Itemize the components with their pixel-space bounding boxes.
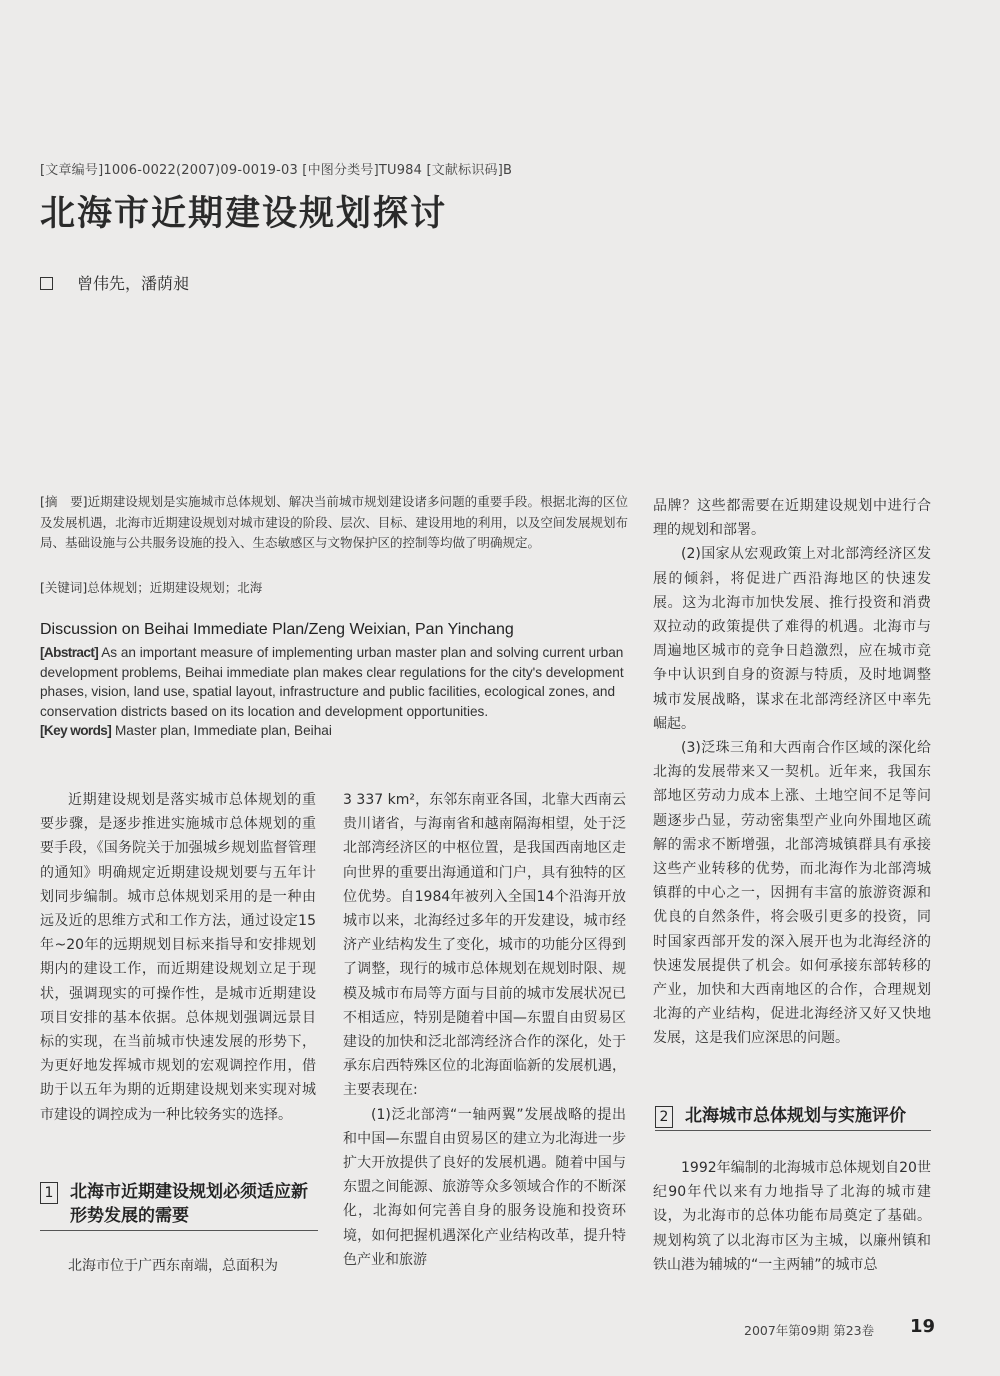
body-paragraph: 北海市位于广西东南端，总面积为 (68, 1258, 278, 1274)
body-paragraph: 3 337 km²，东邻东南亚各国，北靠大西南云贵川诸省，与海南省和越南隔海相望，处于泛北部湾经济区的中枢位置，是我国西南地区走向世界的重要出海通道和门户，具有独特的区位优势。自1984年被列入全国14个沿海开放城市以来，北海经过多年的开发建设，城市经济产业结构发生了变化，城市的功能分区得到了调整，现行的城市总体规划在规划时限、规模及城市布局等方面与目前的城市发展状况已不相适应，特别是随着中国—东盟自由贸易区建设的加快和泛北部湾经济合作的深化，处于承东启西特殊区位的北海面临新的发展机遇，主要表现在: (343, 792, 626, 1099)
body-paragraph: 近期建设规划是落实城市总体规划的重要步骤，是逐步推进实施城市总体规划的重要手段，《国务院关于加强城乡规划监督管理的通知》明确规定近期建设规划要与五年计划同步编制。城市总体规划采用的是一种由远及近的思维方式和工作方法，通过设定15年~20年的远期规划目标来指导和安排规划期内的建设工作，而近期建设规划立足于现状，强调现实的可操作性，是城市近期建设项目安排的基本依据。总体规划强调远景目标的实现，在当前城市快速发展的形势下，为更好地发挥城市规划的宏观调控作用，借助于以五年为期的近期建设规划来实现对城市建设的调控成为一种比较务实的选择。 (40, 792, 316, 1123)
keywords-cn (40, 578, 628, 598)
article-meta: [文章编号]1006-0022(2007)09-0019-03 [中图分类号]TU984 [文献标识码]B (40, 163, 513, 178)
section-2-heading (655, 1104, 931, 1131)
keywords-cn-label: [关键词] (40, 580, 88, 595)
section-title: 北海市近期建设规划必须适应新形势发展的需要 (70, 1182, 308, 1226)
section-number: 1 (40, 1182, 58, 1204)
english-title: Discussion on Beihai Immediate Plan/Zeng Weixian, Pan Yinchang (40, 621, 514, 638)
column-3-bottom (653, 1156, 931, 1277)
section-1-heading (40, 1180, 318, 1231)
english-abstract (40, 643, 630, 721)
abstract-cn-label: [摘 要] (40, 494, 88, 509)
authors (40, 271, 440, 294)
body-paragraph: 1992年编制的北海城市总体规划自20世纪90年代以来有力地指导了北海的城市建设，为北海市的总体功能布局奠定了基础。规划构筑了以北海市区为主城，以廉州镇和铁山港为辅城的“一主两辅”的城市总 (653, 1160, 931, 1273)
english-keywords-text: Master plan, Immediate plan, Beihai (111, 723, 332, 738)
square-marker-icon (40, 277, 53, 290)
abstract-cn (40, 492, 628, 554)
section-title: 北海城市总体规划与实施评价 (685, 1106, 906, 1126)
english-keywords-label: [Key words] (40, 723, 112, 738)
column-3 (653, 494, 931, 1051)
body-paragraph: 品牌？这些都需要在近期建设规划中进行合理的规划和部署。 (653, 498, 931, 539)
page-number: 19 (910, 1316, 936, 1337)
abstract-cn-text: 近期建设规划是实施城市总体规划、解决当前城市规划建设诸多问题的重要手段。根据北海的区位及发展机遇，北海市近期建设规划对城市建设的阶段、层次、目标、建设用地的利用，以及空间发展规划布局、基础设施与公共服务设施的投入、生态敏感区与文物保护区的控制等均做了明确规定。 (40, 494, 628, 550)
body-paragraph: (1)泛北部湾“一轴两翼”发展战略的提出和中国—东盟自由贸易区的建立为北海进一步扩大开放提供了良好的发展机遇。随着中国与东盟之间能源、旅游等众多领域合作的不断深化，北海如何完善自身的服务设施和投资环境，如何把握机遇深化产业结构改革，提升特色产业和旅游 (343, 1106, 626, 1268)
journal-issue-footer: 2007年第09期 第23卷 (744, 1323, 875, 1338)
section-number: 2 (655, 1106, 673, 1128)
keywords-cn-text: 总体规划；近期建设规划；北海 (87, 580, 263, 595)
column-2 (343, 788, 626, 1272)
article-title: 北海市近期建设规划探讨 (40, 194, 448, 234)
english-abstract-text: As an important measure of implementing urban master plan and solving current urban development problems, Beihai immediate plan makes clear regulations for the city's development phases, vision, land use, spatial layout, infrastructure and public facilities, ecological zones, and conservation districts based on its location and development opportunities. (40, 645, 624, 719)
author-names: 曾伟先，潘荫昶 (77, 274, 190, 293)
english-abstract-label: [Abstract] (40, 645, 99, 660)
body-paragraph: (2)国家从宏观政策上对北部湾经济区发展的倾斜，将促进广西沿海地区的快速发展。这为北海市加快发展、推行投资和消费双拉动的政策提供了难得的机遇。北海市与周遍地区城市的竞争日趋激烈，应在城市竞争中认识到自身的资源与特质，及时地调整城市发展战略，谋求在北部湾经济区中率先崛起。 (653, 546, 931, 732)
body-paragraph: (3)泛珠三角和大西南合作区域的深化给北海的发展带来又一契机。近年来，我国东部地区劳动力成本上涨、土地空间不足等问题逐步凸显，劳动密集型产业向外围地区疏解的需求不断增强，北部湾城镇群具有承接这些产业转移的优势，而北海作为北部湾城镇群的中心之一，因拥有丰富的旅游资源和优良的自然条件，将会吸引更多的投资，同时国家西部开发的深入展开也为北海经济的快速发展提供了机会。如何承接东部转移的产业，加快和大西南地区的合作，合理规划北海的产业结构，促进北海经济又好又快地发展，这是我们应深思的问题。 (653, 740, 931, 1047)
column-1 (40, 788, 316, 1127)
column-1-bottom (40, 1254, 316, 1278)
english-keywords (40, 721, 628, 741)
